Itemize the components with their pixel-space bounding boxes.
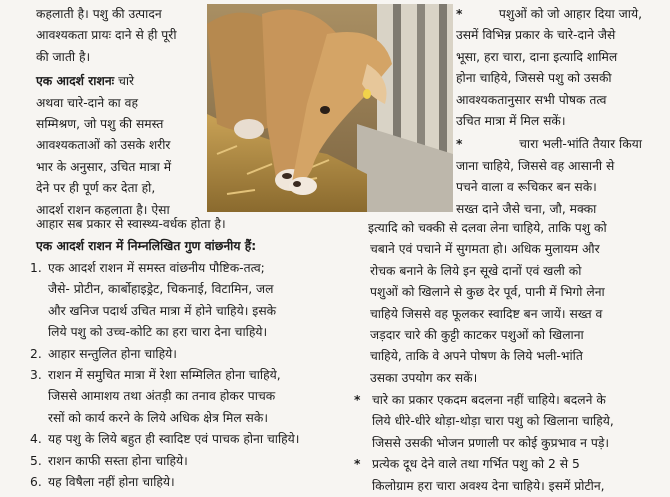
heading-rest: चारे	[114, 74, 135, 89]
bullet-line: आवश्यकतानुसार सभी पोषक तत्व	[456, 92, 607, 107]
bullet-line: जिससे उसकी भोजन प्रणाली पर कोई कुप्रभाव न पड़े।	[372, 435, 610, 450]
item-line: रसों को कार्य करने के लिये अधिक क्षेत्र मिल सके।	[48, 410, 268, 425]
bullet-line: सख्त दाने जैसे चना, जौ, मक्का	[456, 201, 597, 216]
item-number: 1.	[30, 261, 42, 275]
intro-line: आवश्यकता प्रायः दाने से ही पूरी	[36, 28, 177, 43]
list-item	[30, 472, 336, 493]
bullet-line: भूसा, हरा चारा, दाना इत्यादि शामिल	[456, 49, 618, 64]
item-line: एक आदर्श राशन में समस्त वांछनीय पौष्टिक-तत्व;	[48, 261, 265, 275]
item-line: राशन में समुचित मात्रा में रेशा सम्मिलित होना चाहिये,	[48, 368, 281, 383]
ideal-ration-definition	[36, 71, 202, 92]
bullet-line: चारा भली-भांति तैयार किया	[519, 137, 642, 152]
list-item	[456, 134, 642, 155]
body-line: उसका उपयोग कर सकें।	[370, 370, 478, 385]
ideal-ration-closing: आहार सब प्रकार से स्वास्थ्य-वर्धक होता है।	[36, 217, 226, 231]
list-item	[456, 4, 642, 25]
bullet-section	[354, 390, 644, 497]
item-line: यह विषैला नहीं होना चाहिये।	[48, 475, 175, 490]
item-number: 3.	[30, 368, 42, 383]
list-item	[30, 258, 336, 344]
bullet-line: पशुओं को जो आहार दिया जाये,	[498, 7, 642, 21]
intro-line: की जाती है।	[36, 49, 91, 64]
list-item	[30, 451, 336, 472]
bullet-line: लिये धीरे-धीरे थोड़ा-थोड़ा चारा पशु को खिलाना चाहिये,	[372, 414, 614, 429]
intro-line: कहलाती है। पशु की उत्पादन	[36, 7, 162, 21]
qualities-heading: एक आदर्श राशन में निम्नलिखित गुण वांछनीय हैं:	[36, 239, 257, 253]
item-line: जैसे- प्रोटीन, कार्बोहाइड्रेट, चिकनाई, विटामिन, जल	[48, 282, 274, 297]
bullet-line: किलोग्राम हरा चारा अवश्य देना चाहिये। इसमें प्रोटीन,	[372, 478, 605, 493]
item-number: 4.	[30, 432, 42, 447]
list-item	[354, 454, 644, 497]
cow-illustration	[207, 4, 453, 212]
item-number: 6.	[30, 475, 42, 490]
list-item	[30, 344, 336, 365]
bullet-line: जाना चाहिये, जिससे वह आसानी से	[456, 158, 615, 173]
star-bullet: *	[456, 137, 463, 152]
cows-eating-photo	[207, 4, 453, 212]
body-line: चाहिये जिससे वह फूलकर स्वादिष्ट बन जायें। सख्त व	[370, 306, 603, 321]
star-bullet: *	[456, 7, 463, 21]
item-line: राशन काफी सस्ता होना चाहिये।	[48, 453, 188, 468]
list-item	[30, 429, 336, 450]
star-bullet: *	[354, 457, 361, 472]
body-line: देने पर ही पूर्ण कर देता हो,	[36, 181, 156, 196]
body-line: इत्यादि को चक्की से दलवा लेना चाहिये, ताकि पशु को	[368, 221, 607, 235]
body-line: आवश्यकताओं को उसके शरीर	[36, 138, 171, 153]
body-line: आदर्श राशन कहलाता है। ऐसा	[36, 202, 170, 217]
body-line: पशुओं को खिलाने से कुछ देर पूर्व, पानी में भिगो लेना	[370, 285, 605, 300]
body-line: रोचक बनाने के लिये इन सूखे दानों एवं खली को	[370, 263, 582, 278]
body-line: चबाने एवं पचाने में सुगमता हो। अधिक मुलायम और	[370, 242, 600, 257]
body-line: भार के अनुसार, उचित मात्रा में	[36, 159, 172, 174]
body-line: अथवा चारे-दाने का वह	[36, 95, 138, 110]
bullet-line: उचित मात्रा में मिल सकें।	[456, 114, 566, 129]
item-line: और खनिज पदार्थ उचित मात्रा में होने चाहिये। इसके	[48, 303, 277, 318]
item-line: लिये पशु को उच्च-कोटि का हरा चारा देना चाहिये।	[48, 325, 268, 340]
bullet-line: होना चाहिये, जिससे पशु को उसकी	[456, 71, 612, 86]
list-item	[354, 390, 644, 454]
item-number: 2.	[30, 346, 42, 361]
qualities-list	[30, 258, 336, 493]
body-line: जड़दार चारे की कुट्टी काटकर पशुओं को खिलाना	[370, 328, 584, 343]
star-bullet: *	[354, 393, 361, 407]
feeding-guidelines	[370, 218, 642, 389]
item-line: आहार सन्तुलित होना चाहिये।	[48, 346, 177, 361]
intro-column	[36, 4, 202, 221]
section-heading: एक आदर्श राशनः	[36, 74, 115, 89]
body-line: सम्मिश्रण, जो पशु की समस्त	[36, 117, 164, 132]
item-line: जिससे आमाशय तथा अंतड़ी का तनाव होकर पाचक	[48, 389, 276, 404]
bullet-line: उसमें विभिन्न प्रकार के चारे-दाने जैसे	[456, 28, 616, 43]
bullet-line: प्रत्येक दूध देने वाले तथा गर्भित पशु को 2 से 5	[372, 457, 580, 472]
bullet-line: चारे का प्रकार एकदम बदलना नहीं चाहिये। बदलने के	[372, 393, 606, 407]
item-number: 5.	[30, 453, 42, 468]
item-line: यह पशु के लिये बहुत ही स्वादिष्ट एवं पाचक होना चाहिये।	[48, 432, 300, 447]
bullet-line: पचने वाला व रूचिकर बन सके।	[456, 180, 597, 195]
body-line: चाहिये, ताकि वे अपने पोषण के लिये भली-भांति	[370, 349, 583, 364]
right-column	[456, 4, 642, 220]
list-item	[30, 365, 336, 429]
qualities-section	[36, 236, 336, 257]
